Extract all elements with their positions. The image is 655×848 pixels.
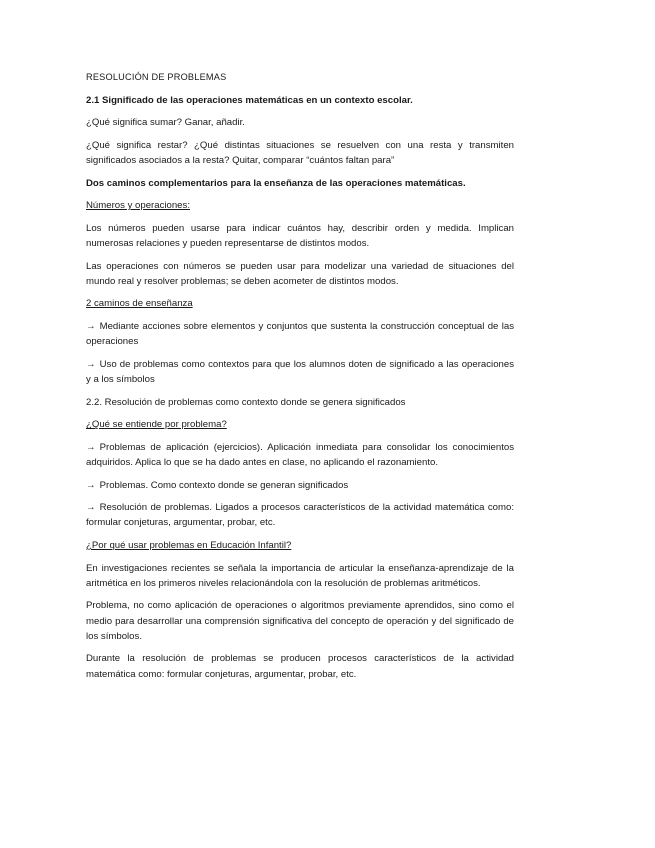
section-heading-2-1: 2.1 Significado de las operaciones matemáticas en un contexto escolar. — [86, 94, 413, 106]
subheading-por-que: ¿Por qué usar problemas en Educación Infantil? — [86, 539, 292, 551]
arrow-item-text: Resolución de problemas. Ligados a procesos característicos de la actividad matemática como: formular conjeturas, argumentar, probar, etc. — [86, 502, 514, 529]
arrow-item-text: Uso de problemas como contextos para que los alumnos doten de significado a las operaciones y a los símbolos — [86, 358, 514, 385]
subheading-que-se-entiende: ¿Qué se entiende por problema? — [86, 419, 227, 431]
paragraph-durante: Durante la resolución de problemas se producen procesos característicos de la actividad matemática como: formular conjeturas, argumentar, probar, etc. — [86, 653, 514, 680]
arrow-item-text: Mediante acciones sobre elementos y conjuntos que sustenta la construcción conceptual de las operaciones — [86, 320, 514, 348]
paragraph-problema: Problema, no como aplicación de operaciones o algoritmos previamente aprendidos, sino como el medio para desarrollar una comprensión significativa del concepto de operación y del significado de los símbolos. — [86, 600, 514, 642]
arrow-icon: → — [86, 320, 96, 332]
paragraph-investigaciones: En investigaciones recientes se señala la importancia de articular la enseñanza-aprendizaje de la aritmética en los primeros niveles relacionándola con la resolución de problemas aritméticos. — [86, 562, 514, 589]
document-page — [86, 70, 514, 689]
subheading-numeros: Números y operaciones: — [86, 200, 190, 212]
two-paths-statement: Dos caminos complementarios para la enseñanza de las operaciones matemáticas. — [86, 177, 466, 189]
section-heading-2-2: 2.2. Resolución de problemas como contexto donde se genera significados — [86, 396, 406, 408]
question-restar: ¿Qué significa restar? ¿Qué distintas situaciones se resuelven con una resta y transmiten significados asociados a la resta? Quitar, comparar “cuántos faltan para” — [86, 139, 514, 166]
arrow-item-problemas-contextos — [86, 357, 514, 387]
arrow-item-text: Problemas. Como contexto donde se generan significados — [99, 479, 349, 491]
arrow-icon: → — [86, 502, 96, 514]
arrow-item-text: Problemas de aplicación (ejercicios). Aplicación inmediata para consolidar los conocimientos adquiridos. Aplica lo que se ha dado antes en clase, no aplicando el razonamiento. — [86, 441, 514, 468]
arrow-item-acciones — [86, 319, 514, 349]
arrow-item-aplicacion — [86, 440, 514, 470]
paragraph-operaciones: Las operaciones con números se pueden usar para modelizar una variedad de situaciones del mundo real y resolver problemas; se deben acometer de distintos modos. — [86, 260, 514, 287]
arrow-icon: → — [86, 358, 96, 370]
arrow-icon: → — [86, 441, 96, 453]
arrow-item-contexto — [86, 478, 514, 493]
document-title: RESOLUCIÓN DE PROBLEMAS — [86, 72, 227, 82]
arrow-item-resolucion — [86, 500, 514, 530]
arrow-icon: → — [86, 479, 96, 491]
paragraph-numeros: Los números pueden usarse para indicar cuántos hay, describir orden y medida. Implican numerosas relaciones y pueden representarse de distintos modos. — [86, 222, 514, 249]
question-sumar: ¿Qué significa sumar? Ganar, añadir. — [86, 117, 245, 129]
subheading-caminos: 2 caminos de enseñanza — [86, 298, 193, 310]
